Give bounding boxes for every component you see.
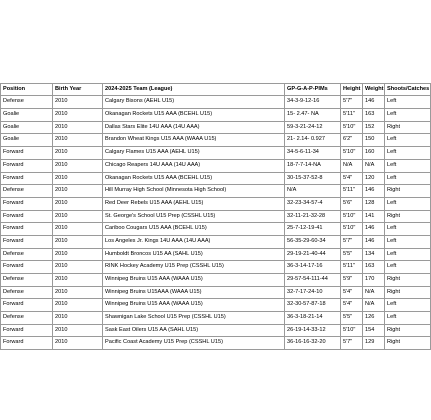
cell-weight: 146	[363, 185, 385, 198]
cell-position: Forward	[1, 197, 53, 210]
cell-stats: 25-7-12-19-41	[285, 223, 341, 236]
cell-shoots: Left	[385, 312, 431, 325]
cell-team: Red Deer Rebels U15 AAA (AEHL U15)	[103, 197, 285, 210]
cell-team: Calgary Flames U15 AAA (AEHL U15)	[103, 147, 285, 160]
cell-height: 5'7"	[341, 235, 363, 248]
cell-shoots: Left	[385, 223, 431, 236]
cell-shoots: Right	[385, 274, 431, 287]
cell-weight: N/A	[363, 286, 385, 299]
cell-weight: N/A	[363, 159, 385, 172]
cell-height: 5'4"	[341, 172, 363, 185]
cell-position: Forward	[1, 324, 53, 337]
cell-birth-year: 2010	[53, 121, 103, 134]
roster-body	[1, 96, 431, 350]
cell-weight: N/A	[363, 299, 385, 312]
cell-weight: 141	[363, 210, 385, 223]
cell-height: 5'7"	[341, 337, 363, 350]
table-row	[1, 147, 431, 160]
cell-height: 5'5"	[341, 248, 363, 261]
cell-position: Defense	[1, 274, 53, 287]
cell-shoots: Right	[385, 185, 431, 198]
cell-stats: 29-57-54-111-44	[285, 274, 341, 287]
table-row	[1, 210, 431, 223]
cell-team: Brandon Wheat Kings U15 AAA (WAAA U15)	[103, 134, 285, 147]
cell-weight: 154	[363, 324, 385, 337]
cell-team: Shawnigan Lake School U15 Prep (CSSHL U15)	[103, 312, 285, 325]
cell-shoots: Right	[385, 324, 431, 337]
cell-height: N/A	[341, 159, 363, 172]
header-team: 2024-2025 Team (League)	[103, 83, 285, 96]
cell-position: Defense	[1, 185, 53, 198]
cell-birth-year: 2010	[53, 159, 103, 172]
cell-shoots: Left	[385, 134, 431, 147]
cell-weight: 170	[363, 274, 385, 287]
cell-weight: 146	[363, 235, 385, 248]
cell-birth-year: 2010	[53, 223, 103, 236]
player-roster-table	[0, 70, 431, 350]
cell-birth-year: 2010	[53, 147, 103, 160]
cell-position: Forward	[1, 147, 53, 160]
table-row	[1, 324, 431, 337]
cell-height: 5'10"	[341, 121, 363, 134]
header-stats: GP-G-A-P-PIMs	[285, 83, 341, 96]
cell-team: St. George's School U15 Prep (CSSHL U15)	[103, 210, 285, 223]
table-row	[1, 185, 431, 198]
cell-height: 5'5"	[341, 312, 363, 325]
cell-weight: 120	[363, 172, 385, 185]
cell-height: 5'7"	[341, 96, 363, 109]
cell-position: Forward	[1, 210, 53, 223]
cell-birth-year: 2010	[53, 299, 103, 312]
cell-team: Cariboo Cougars U15 AAA (BCEHL U15)	[103, 223, 285, 236]
cell-shoots: Left	[385, 172, 431, 185]
cell-weight: 134	[363, 248, 385, 261]
cell-stats: 36-16-16-32-20	[285, 337, 341, 350]
header-position: Position	[1, 83, 53, 96]
table-row	[1, 223, 431, 236]
cell-shoots: Left	[385, 235, 431, 248]
header-height: Height	[341, 83, 363, 96]
cell-stats: 18-7-7-14-NA	[285, 159, 341, 172]
cell-position: Forward	[1, 159, 53, 172]
cell-height: 5'10"	[341, 324, 363, 337]
cell-stats: 26-19-14-33-12	[285, 324, 341, 337]
cell-stats: 32-23-34-57-4	[285, 197, 341, 210]
cell-birth-year: 2010	[53, 210, 103, 223]
cell-team: Hill Murray High School (Minnesota High School)	[103, 185, 285, 198]
table-row	[1, 274, 431, 287]
cell-birth-year: 2010	[53, 248, 103, 261]
header-birth-year: Birth Year	[53, 83, 103, 96]
cell-position: Goalie	[1, 134, 53, 147]
cell-birth-year: 2010	[53, 134, 103, 147]
cell-stats: 32-7-17-24-10	[285, 286, 341, 299]
table-row	[1, 96, 431, 109]
cell-stats: 15- 2.47- NA	[285, 109, 341, 122]
cell-stats: 56-35-29-60-34	[285, 235, 341, 248]
table-row	[1, 172, 431, 185]
cell-birth-year: 2010	[53, 235, 103, 248]
cell-position: Defense	[1, 312, 53, 325]
cell-height: 5'6"	[341, 197, 363, 210]
header-row	[1, 83, 431, 96]
cell-shoots: Right	[385, 121, 431, 134]
cell-weight: 160	[363, 147, 385, 160]
cell-shoots: Left	[385, 261, 431, 274]
cell-team: Humboldt Broncos U15 AA (SAHL U15)	[103, 248, 285, 261]
cell-team: Chicago Reapers 14U AAA (14U AAA)	[103, 159, 285, 172]
cell-weight: 163	[363, 109, 385, 122]
cell-birth-year: 2010	[53, 324, 103, 337]
cell-position: Defense	[1, 248, 53, 261]
cell-shoots: Left	[385, 159, 431, 172]
cell-height: 6'2"	[341, 134, 363, 147]
cell-position: Forward	[1, 172, 53, 185]
cell-shoots: Right	[385, 337, 431, 350]
header-weight: Weight	[363, 83, 385, 96]
cell-team: Pacific Coast Academy U15 Prep (CSSHL U15)	[103, 337, 285, 350]
cell-birth-year: 2010	[53, 185, 103, 198]
cell-weight: 150	[363, 134, 385, 147]
cell-height: 5'10"	[341, 147, 363, 160]
cell-shoots: Left	[385, 109, 431, 122]
cell-height: 5'10"	[341, 223, 363, 236]
cell-team: RINK Hockey Academy U15 Prep (CSSHL U15)	[103, 261, 285, 274]
cell-birth-year: 2010	[53, 109, 103, 122]
cell-stats: 34-3-9-12-16	[285, 96, 341, 109]
cell-team: Los Angeles Jr. Kings 14U AAA (14U AAA)	[103, 235, 285, 248]
table-row	[1, 248, 431, 261]
cell-birth-year: 2010	[53, 197, 103, 210]
cell-stats: 30-15-37-52-8	[285, 172, 341, 185]
cell-team: Winnipeg Bruins U15AAA (WAAA U15)	[103, 286, 285, 299]
cell-height: 5'9"	[341, 274, 363, 287]
cell-weight: 128	[363, 197, 385, 210]
cell-team: Winnipeg Bruins U15 AAA (WAAA U15)	[103, 274, 285, 287]
cell-stats: 21- 2.14- 0.927	[285, 134, 341, 147]
cell-stats: 32-30-57-87-18	[285, 299, 341, 312]
cell-weight: 129	[363, 337, 385, 350]
table-row	[1, 197, 431, 210]
cell-position: Defense	[1, 286, 53, 299]
table-row	[1, 134, 431, 147]
cell-birth-year: 2010	[53, 261, 103, 274]
cell-weight: 126	[363, 312, 385, 325]
cell-weight: 146	[363, 223, 385, 236]
cell-height: 5'4"	[341, 286, 363, 299]
cell-height: 5'11"	[341, 261, 363, 274]
cell-weight: 163	[363, 261, 385, 274]
cell-team: Okanagan Rockets U15 AAA (BCEHL U15)	[103, 172, 285, 185]
cell-position: Forward	[1, 261, 53, 274]
cell-position: Forward	[1, 299, 53, 312]
cell-team: Winnipeg Bruins U15 AAA (WAAA U15)	[103, 299, 285, 312]
cell-stats: 59-3-21-24-12	[285, 121, 341, 134]
blank-row	[1, 71, 431, 84]
cell-birth-year: 2010	[53, 172, 103, 185]
cell-birth-year: 2010	[53, 312, 103, 325]
cell-birth-year: 2010	[53, 274, 103, 287]
cell-birth-year: 2010	[53, 337, 103, 350]
cell-stats: N/A	[285, 185, 341, 198]
table-row	[1, 261, 431, 274]
cell-team: Calgary Bisons (AEHL U15)	[103, 96, 285, 109]
cell-shoots: Left	[385, 197, 431, 210]
cell-stats: 29-19-21-40-44	[285, 248, 341, 261]
cell-shoots: Right	[385, 286, 431, 299]
cell-birth-year: 2010	[53, 286, 103, 299]
cell-height: 5'11"	[341, 185, 363, 198]
cell-team: Okanagan Rockets U15 AAA (BCEHL U15)	[103, 109, 285, 122]
cell-birth-year: 2010	[53, 96, 103, 109]
cell-height: 5'10"	[341, 210, 363, 223]
cell-weight: 152	[363, 121, 385, 134]
cell-position: Forward	[1, 337, 53, 350]
cell-weight: 146	[363, 96, 385, 109]
cell-shoots: Left	[385, 147, 431, 160]
table-row	[1, 337, 431, 350]
table-row	[1, 286, 431, 299]
cell-height: 5'4"	[341, 299, 363, 312]
header-shoots: Shoots/Catches	[385, 83, 431, 96]
cell-stats: 34-5-6-11-34	[285, 147, 341, 160]
table-row	[1, 312, 431, 325]
cell-stats: 32-11-21-32-28	[285, 210, 341, 223]
cell-position: Forward	[1, 223, 53, 236]
cell-shoots: Left	[385, 96, 431, 109]
cell-stats: 36-3-18-21-14	[285, 312, 341, 325]
cell-team: Sask East Oilers U15 AA (SAHL U15)	[103, 324, 285, 337]
table-row	[1, 235, 431, 248]
table-row	[1, 121, 431, 134]
cell-position: Defense	[1, 96, 53, 109]
table-row	[1, 159, 431, 172]
cell-position: Forward	[1, 235, 53, 248]
table-row	[1, 299, 431, 312]
cell-height: 5'11"	[341, 109, 363, 122]
cell-shoots: Left	[385, 299, 431, 312]
cell-shoots: Left	[385, 248, 431, 261]
table-row	[1, 109, 431, 122]
cell-stats: 36-3-14-17-16	[285, 261, 341, 274]
cell-position: Goalie	[1, 121, 53, 134]
cell-shoots: Right	[385, 210, 431, 223]
cell-team: Dallas Stars Elite 14U AAA (14U AAA)	[103, 121, 285, 134]
cell-position: Goalie	[1, 109, 53, 122]
